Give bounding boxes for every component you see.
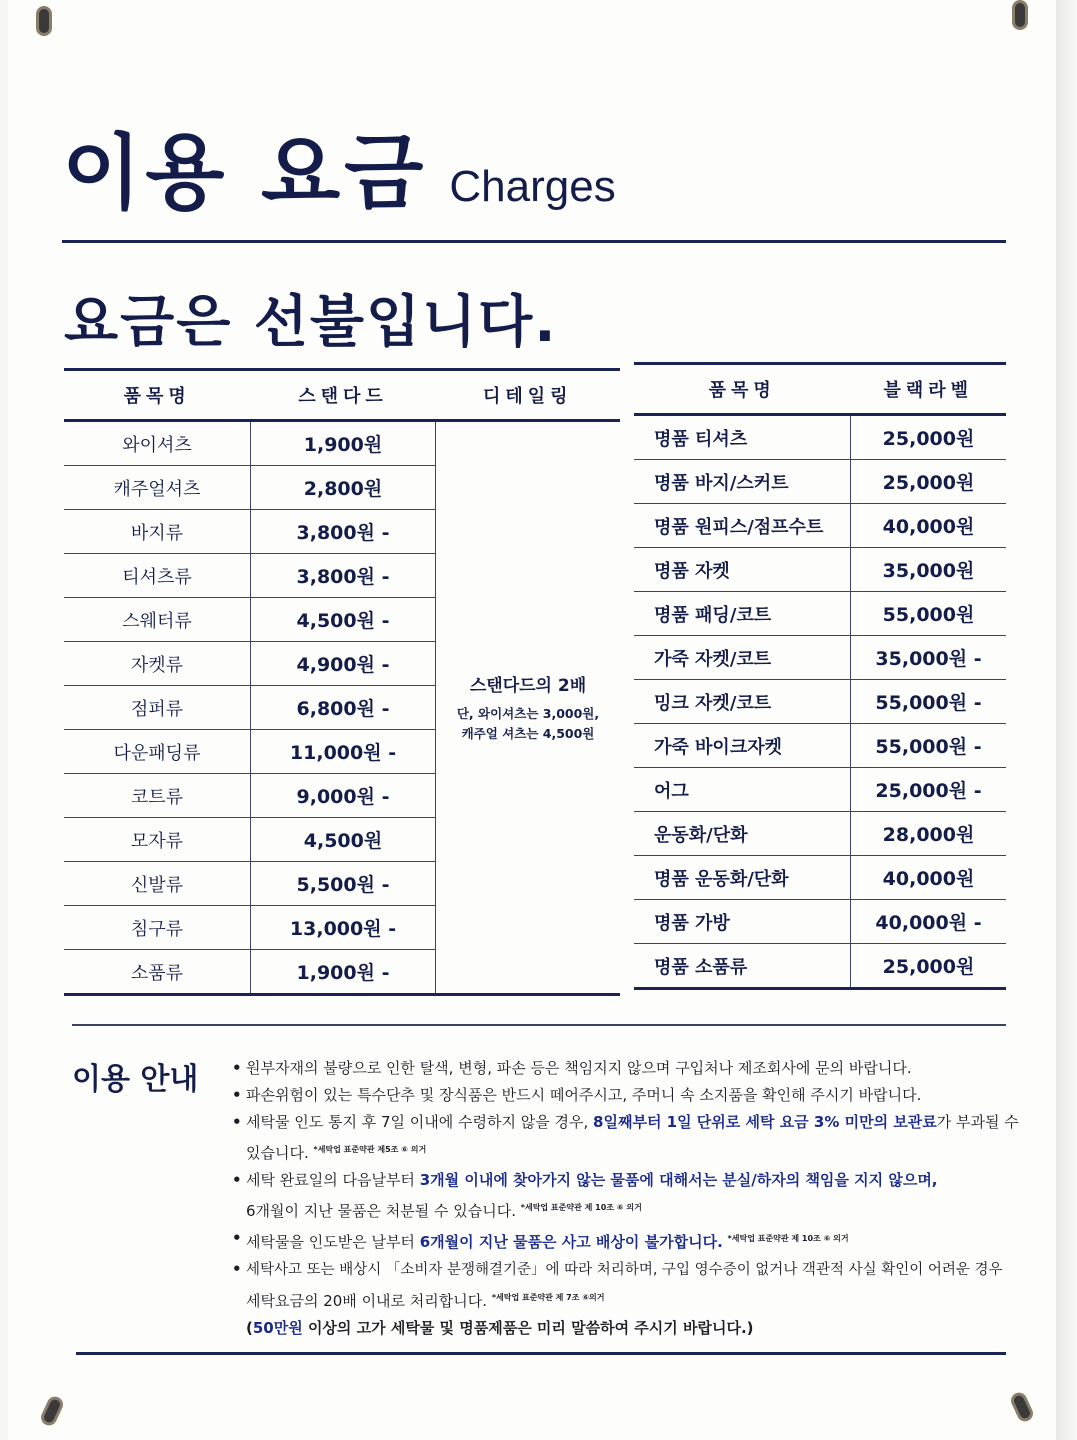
- table-row: [634, 636, 1006, 680]
- item-name: 가죽 바이크자켓: [634, 724, 851, 768]
- note-highlight: 8일째부터 1일 단위로 세탁 요금 3% 미만의 보관료: [593, 1113, 937, 1131]
- table-row: [64, 421, 620, 466]
- header-item: 품목명: [634, 364, 851, 415]
- item-price: 55,000원 -: [851, 680, 1007, 724]
- item-name: 침구류: [64, 906, 251, 950]
- note-text: 세탁요금의 20배 이내로 처리합니다.: [246, 1292, 488, 1310]
- note-reference: *세탁업 표준약관 제 10조 ⑥ 의거: [520, 1203, 642, 1212]
- item-name: 명품 운동화/단화: [634, 856, 851, 900]
- item-name: 명품 패딩/코트: [634, 592, 851, 636]
- item-name: 티셔츠류: [64, 554, 251, 598]
- list-item-continued: [232, 1194, 1022, 1225]
- item-price: 35,000원: [851, 548, 1007, 592]
- item-name: 명품 티셔츠: [634, 415, 851, 460]
- list-item-continued: [232, 1315, 1022, 1342]
- list-item-continued: [232, 1136, 1022, 1167]
- table-row: [634, 548, 1006, 592]
- detailing-note: [436, 421, 621, 995]
- item-price: 40,000원: [851, 504, 1007, 548]
- note-text: 세탁물을 인도받은 날부터: [246, 1233, 420, 1251]
- detailing-line1: 단, 와이셔츠는 3,000원,: [456, 706, 600, 721]
- item-name: 명품 소품류: [634, 944, 851, 989]
- item-name: 캐주얼셔츠: [64, 466, 251, 510]
- item-price: 11,000원 -: [251, 730, 436, 774]
- item-name: 명품 원피스/점프수트: [634, 504, 851, 548]
- table-row: [634, 504, 1006, 548]
- list-item: [232, 1167, 1022, 1194]
- divider: [62, 240, 1006, 243]
- header-black-label: 블랙라벨: [851, 364, 1007, 415]
- item-name: 운동화/단화: [634, 812, 851, 856]
- item-name: 밍크 자켓/코트: [634, 680, 851, 724]
- binder-ring-icon: [1012, 0, 1028, 30]
- item-price: 2,800원: [251, 466, 436, 510]
- list-item: [232, 1256, 1022, 1284]
- item-name: 소품류: [64, 950, 251, 995]
- poster-edge: [1056, 0, 1077, 1440]
- guide-title: 이용 안내: [72, 1062, 199, 1097]
- item-name: 명품 가방: [634, 900, 851, 944]
- note-text: 6개월이 지난 물품은 처분될 수 있습니다.: [246, 1202, 516, 1220]
- item-price: 3,800원 -: [251, 554, 436, 598]
- item-price: 4,900원 -: [251, 642, 436, 686]
- item-price: 25,000원: [851, 460, 1007, 504]
- note-highlight: 50만원: [252, 1319, 303, 1337]
- item-price: 40,000원 -: [851, 900, 1007, 944]
- table-row: [634, 680, 1006, 724]
- table-row: [634, 900, 1006, 944]
- table-row: [634, 944, 1006, 989]
- table-row: [634, 460, 1006, 504]
- prepaid-notice: 요금은 선불입니다.: [64, 290, 558, 355]
- item-price: 13,000원 -: [251, 906, 436, 950]
- item-name: 모자류: [64, 818, 251, 862]
- list-item: [232, 1109, 1022, 1136]
- list-item: [232, 1055, 1022, 1082]
- item-price: 25,000원: [851, 944, 1007, 989]
- divider: [72, 1024, 1006, 1026]
- table-row: [634, 724, 1006, 768]
- note-text: 이상의 고가 세탁물 및 명품제품은 미리 말씀하여 주시기 바랍니다.): [302, 1319, 754, 1337]
- item-price: 6,800원 -: [251, 686, 436, 730]
- detailing-line2: 캐주얼 셔츠는 4,500원: [461, 726, 595, 741]
- note-text: 세탁 완료일의 다음날부터: [246, 1171, 420, 1189]
- table-row: [634, 768, 1006, 812]
- item-price: 1,900원 -: [251, 950, 436, 995]
- item-name: 코트류: [64, 774, 251, 818]
- list-item: [232, 1225, 1022, 1256]
- item-price: 55,000원 -: [851, 724, 1007, 768]
- note-text: 파손위험이 있는 특수단추 및 장식품은 반드시 떼어주시고, 주머니 속 소지품을 확인해 주시기 바랍니다.: [246, 1086, 922, 1104]
- item-price: 5,500원 -: [251, 862, 436, 906]
- black-label-price-table: [634, 362, 1006, 990]
- item-price: 4,500원: [251, 818, 436, 862]
- note-text: 세탁물 인도 통지 후 7일 이내에 수령하지 않을 경우,: [246, 1113, 594, 1131]
- guide-notes: [232, 1055, 1022, 1342]
- item-price: 25,000원 -: [851, 768, 1007, 812]
- header-item: 품목명: [64, 370, 251, 421]
- item-name: 와이셔츠: [64, 421, 251, 466]
- item-name: 신발류: [64, 862, 251, 906]
- binder-ring-icon: [36, 6, 52, 36]
- item-price: 1,900원: [251, 421, 436, 466]
- page-title: [62, 108, 616, 225]
- list-item-continued: [232, 1284, 1022, 1315]
- note-reference: *세탁업 표준약관 제 10조 ⑥ 의거: [727, 1234, 849, 1243]
- item-name: 바지류: [64, 510, 251, 554]
- note-highlight: 6개월이 지난 물품은 사고 배상이 불가합니다.: [419, 1233, 723, 1251]
- item-name: 점퍼류: [64, 686, 251, 730]
- note-reference: *세탁업 표준약관 제 7조 ⑥의거: [491, 1293, 605, 1302]
- item-name: 자켓류: [64, 642, 251, 686]
- note-highlight: 3개월 이내에 찾아가지 않는 물품에 대해서는 분실/하자의 책임을 지지 않으며,: [419, 1171, 938, 1189]
- note-text: 있습니다.: [246, 1144, 309, 1162]
- item-name: 스웨터류: [64, 598, 251, 642]
- table-row: [634, 856, 1006, 900]
- item-name: 어그: [634, 768, 851, 812]
- item-price: 25,000원: [851, 415, 1007, 460]
- item-name: 명품 바지/스커트: [634, 460, 851, 504]
- standard-price-table: [64, 368, 620, 996]
- title-english: Charges: [449, 162, 616, 211]
- item-price: 40,000원: [851, 856, 1007, 900]
- item-price: 28,000원: [851, 812, 1007, 856]
- list-item: [232, 1082, 1022, 1109]
- item-price: 3,800원 -: [251, 510, 436, 554]
- item-price: 55,000원: [851, 592, 1007, 636]
- table-row: [634, 415, 1006, 460]
- detailing-main: 스탠다드의 2배: [469, 676, 587, 696]
- note-text: 원부자재의 불량으로 인한 탈색, 변형, 파손 등은 책임지지 않으며 구입처나 제조회사에 문의 바랍니다.: [246, 1059, 912, 1077]
- item-name: 명품 자켓: [634, 548, 851, 592]
- item-price: 9,000원 -: [251, 774, 436, 818]
- table-row: [634, 812, 1006, 856]
- note-text: 세탁사고 또는 배상시 「소비자 분쟁해결기준」에 따라 처리하며, 구입 영수증이 없거나 객관적 사실 확인이 어려운 경우: [246, 1262, 1003, 1278]
- header-standard: 스탠다드: [251, 370, 436, 421]
- item-price: 35,000원 -: [851, 636, 1007, 680]
- item-price: 4,500원 -: [251, 598, 436, 642]
- note-reference: *세탁업 표준약관 제5조 ⑥ 의거: [313, 1145, 427, 1154]
- title-korean: 이용 요금: [62, 126, 428, 221]
- item-name: 다운패딩류: [64, 730, 251, 774]
- note-text: (: [246, 1319, 253, 1337]
- note-text: 가 부과될 수: [936, 1113, 1019, 1131]
- header-detailing: 디테일링: [436, 370, 621, 421]
- item-name: 가죽 자켓/코트: [634, 636, 851, 680]
- table-row: [634, 592, 1006, 636]
- divider: [76, 1352, 1006, 1355]
